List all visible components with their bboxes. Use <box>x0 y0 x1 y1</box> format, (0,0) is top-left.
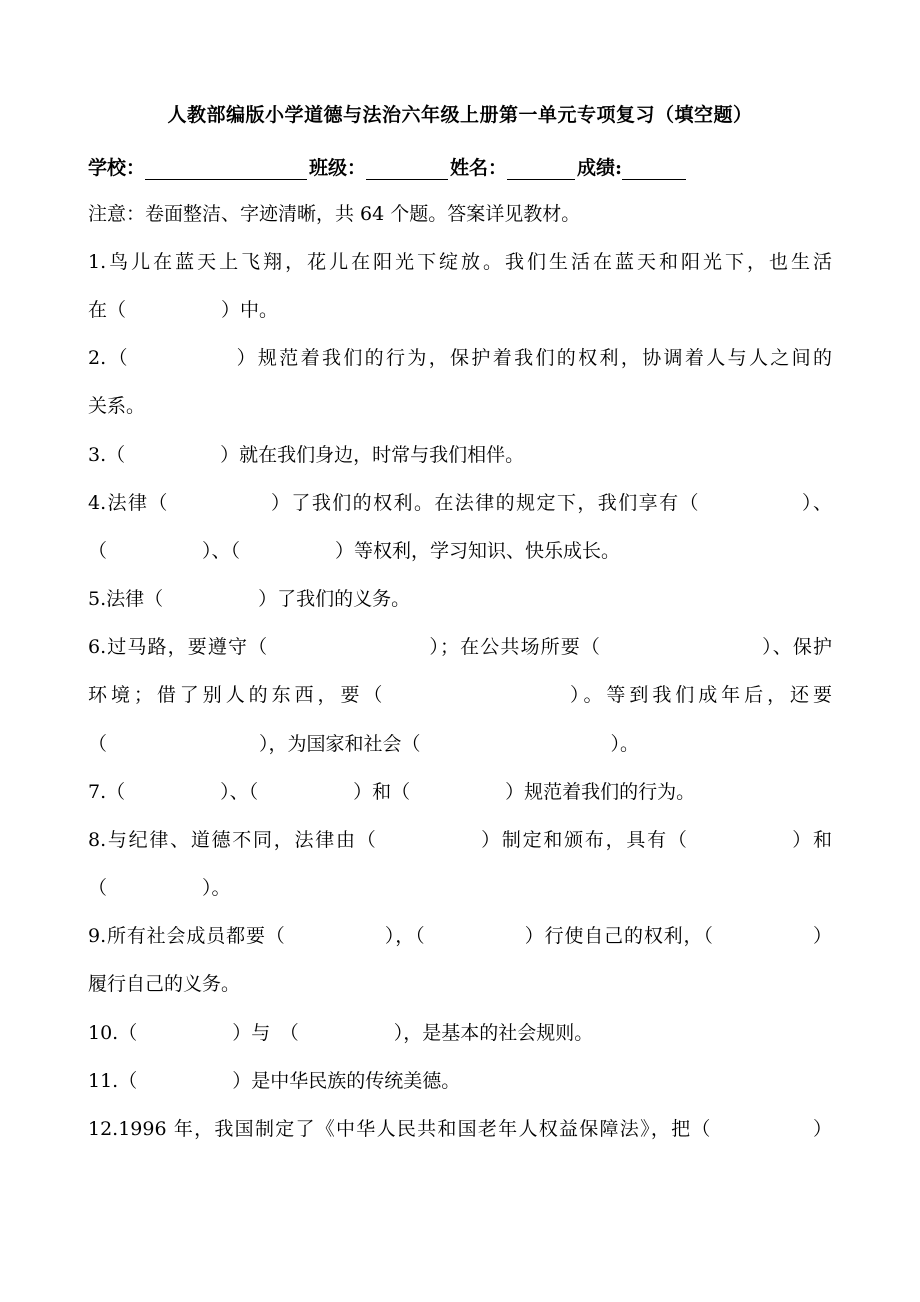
school-label: 学校： <box>88 157 146 179</box>
class-label: 班级： <box>309 157 367 179</box>
question-line: 5.法律（ ）了我们的义务。 <box>88 588 411 610</box>
question-line: 3.（ ）就在我们身边，时常与我们相伴。 <box>88 444 525 466</box>
page-title: 人教部编版小学道德与法治六年级上册第一单元专项复习（填空题） <box>167 104 753 126</box>
question-line: 1.鸟儿在蓝天上飞翔，花儿在阳光下绽放。我们生活在蓝天和阳光下，也生活 <box>88 251 832 273</box>
question-line: 4.法律（ ）了我们的权利。在法律的规定下，我们享有（ ）、 <box>88 492 832 514</box>
question-line: 10.（ ）与 （ ），是基本的社会规则。 <box>88 1022 594 1044</box>
question-line: （ ）、（ ）等权利，学习知识、快乐成长。 <box>88 540 621 562</box>
student-info-row <box>88 153 688 180</box>
question-line: 9.所有社会成员都要（ ），（ ）行使自己的权利，（ ） <box>88 925 832 947</box>
score-blank[interactable] <box>622 161 686 180</box>
question-line: （ ）。 <box>88 877 231 899</box>
score-label: 成绩: <box>577 157 623 179</box>
name-label: 姓名： <box>450 157 508 179</box>
question-line: 12.1996 年，我国制定了《中华人民共和国老年人权益保障法》，把（ ） <box>88 1118 832 1140</box>
question-line: （ ），为国家和社会（ ）。 <box>88 733 640 755</box>
class-blank[interactable] <box>366 161 448 180</box>
question-line: 关系。 <box>88 395 146 417</box>
question-line: 环境；借了别人的东西，要（ ）。等到我们成年后，还要 <box>88 684 832 706</box>
question-line: 7.（ ）、（ ）和（ ）规范着我们的行为。 <box>88 781 696 803</box>
question-line: 6.过马路，要遵守（ ）；在公共场所要（ ）、保护 <box>88 636 832 658</box>
question-line: 2.（ ）规范着我们的行为，保护着我们的权利，协调着人与人之间的 <box>88 347 832 369</box>
name-blank[interactable] <box>507 161 575 180</box>
question-line: 履行自己的义务。 <box>88 973 241 995</box>
question-line: 在（ ）中。 <box>88 299 279 321</box>
question-line: 11.（ ）是中华民族的传统美德。 <box>88 1070 461 1092</box>
question-line: 8.与纪律、道德不同，法律由（ ）制定和颁布，具有（ ）和 <box>88 829 832 851</box>
school-blank[interactable] <box>145 161 307 180</box>
notice-text: 注意：卷面整洁、字迹清晰，共 64 个题。答案详见教材。 <box>88 203 581 225</box>
